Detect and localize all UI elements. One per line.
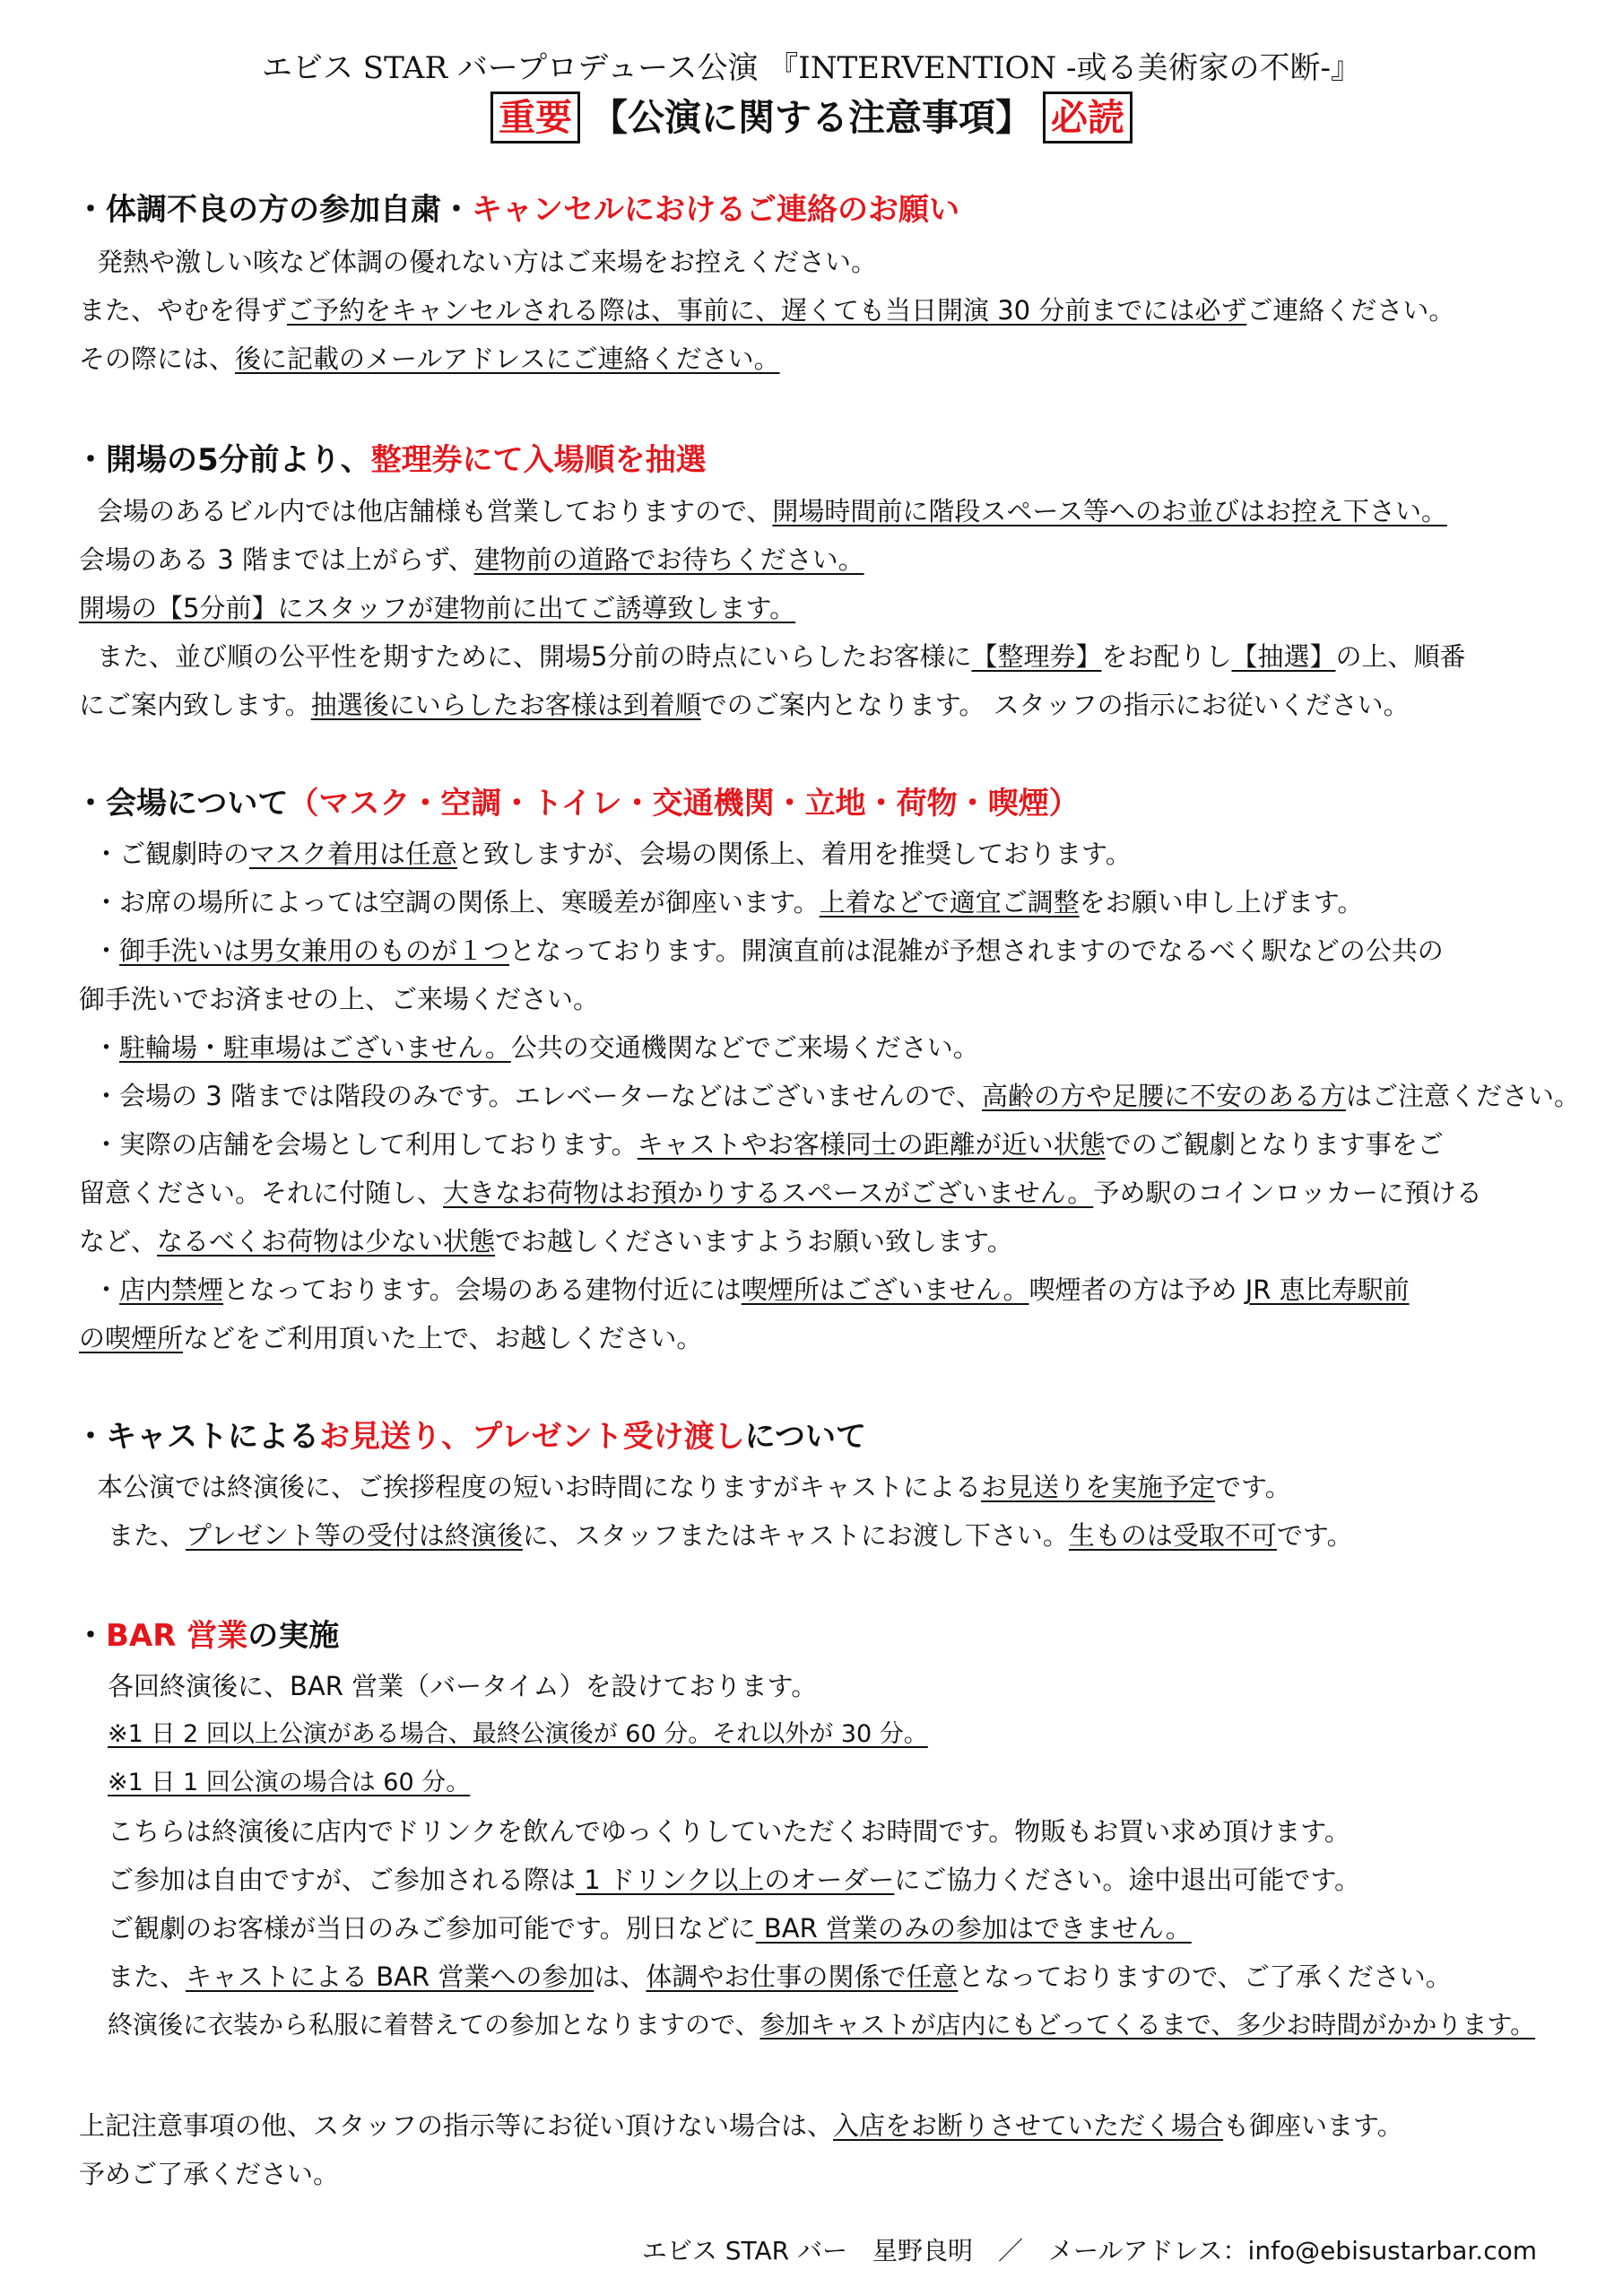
paragraph-line (108, 1518, 1353, 1553)
note-line: ※1 日 2 回以上公演がある場合、最終公演後が 60 分。それ以外が 30 分。 (108, 1720, 928, 1748)
text: です。 (1276, 1520, 1353, 1551)
text: ご観劇のお客様が当日のみご参加可能です。別日などに (108, 1913, 756, 1944)
text: でお越しくださいますようお願い致します。 (495, 1226, 1013, 1257)
text: ・ (93, 935, 120, 966)
underlined-text: JR 恵比寿駅前 (1245, 1274, 1410, 1305)
text: その際には、 (79, 344, 236, 374)
paragraph-line: 開場の【5分前】にスタッフが建物前に出てご誘導致します。 (79, 593, 796, 623)
text: ご連絡ください。 (1246, 295, 1455, 326)
heading-highlight: お見送り、プレゼント受け渡し (319, 1419, 745, 1455)
underlined-text: 【整理券】 (971, 641, 1102, 672)
text: 会場のあるビル内では他店舗様も営業しておりますので、 (97, 496, 773, 526)
underlined-text: 喫煙所はございません。 (741, 1274, 1029, 1305)
text: また、 (108, 1520, 187, 1551)
important-badge: 重要 (490, 91, 580, 144)
underlined-text: なるべくお荷物は少ない状態 (157, 1226, 496, 1257)
section-heading-cancellation (75, 192, 959, 228)
underlined-text: 開場時間前に階段スペース等へのお並びはお控え下さい。 (772, 496, 1447, 526)
text: などをご利用頂いた上で、お越しください。 (183, 1323, 703, 1353)
paragraph-line (79, 341, 780, 377)
underlined-text: 参加キャストが店内にもどってくるまで、多少お時間がかかります。 (759, 2010, 1536, 2039)
underlined-text: 抽選後にいらしたお客様は到着順 (310, 690, 701, 720)
text: また、 (108, 1961, 187, 1992)
text: など、 (79, 1226, 158, 1257)
section-heading-venue (75, 786, 1080, 822)
underlined-text: お見送りを実施予定 (981, 1472, 1216, 1502)
heading-highlight: （マスク・空調・トイレ・交通機関・立地・荷物・喫煙） (288, 786, 1080, 822)
paragraph-line (93, 1030, 979, 1065)
text: 予め駅のコインロッカーに預ける (1093, 1178, 1482, 1208)
underlined-text: 大きなお荷物はお預かりするスペースがございません。 (443, 1178, 1094, 1208)
text: はご注意ください。 (1346, 1081, 1581, 1111)
paragraph-line (108, 1910, 1192, 1946)
text: です。 (1215, 1472, 1291, 1502)
text: 留意ください。それに付随し、 (79, 1178, 444, 1208)
text: となっております。開演直前は混雑が予想されますのでなるべく駅などの公共の (509, 935, 1444, 966)
paragraph-line (79, 687, 1410, 723)
underlined-text: キャストやお客様同士の距離が近い状態 (637, 1129, 1106, 1160)
closing-line (79, 2108, 1403, 2144)
paragraph-line (79, 1175, 1482, 1211)
text: でのご案内となります。 スタッフの指示にお従いください。 (700, 690, 1410, 720)
text: 終演後に衣装から私服に着替えての参加となりますので、 (108, 2010, 760, 2039)
underlined-text: マスク着用は任意 (249, 839, 458, 869)
underlined-text: BAR 営業のみの参加はできません。 (755, 1913, 1192, 1944)
underlined-text: 生ものは受取不可 (1068, 1520, 1277, 1551)
notice-subtitle (0, 88, 1623, 144)
text: また、やむを得ず (79, 295, 288, 326)
paragraph-line (97, 639, 1466, 674)
text: 本公演では終演後に、ご挨拶程度の短いお時間になりますがキャストによる (97, 1472, 982, 1502)
paragraph-line (79, 1223, 1013, 1259)
text: ご参加は自由ですが、ご参加される際は (108, 1865, 577, 1895)
heading-text: の実施 (247, 1618, 340, 1654)
note-line: ※1 日 1 回公演の場合は 60 分。 (108, 1769, 471, 1796)
closing-line: 予めご了承ください。 (79, 2159, 340, 2189)
paragraph-line (97, 1469, 1291, 1505)
heading-text: について (744, 1419, 866, 1455)
paragraph-line: 御手洗いでお済ませの上、ご来場ください。 (79, 984, 600, 1014)
subtitle-text: 【公演に関する注意事項】 (591, 96, 1032, 139)
paragraph-line (108, 2007, 1535, 2043)
text: また、並び順の公平性を期すために、開場5分前の時点にいらしたお客様に (97, 641, 972, 672)
paragraph-line (79, 542, 864, 578)
heading-text: ・体調不良の方の参加自粛・ (75, 192, 472, 228)
paragraph-line (93, 933, 1444, 969)
text: にご協力ください。途中退出可能です。 (894, 1865, 1361, 1895)
paragraph-line (79, 1320, 702, 1356)
underlined-text: 上着などで適宜ご調整 (819, 887, 1080, 918)
heading-highlight: 整理券にて入場順を抽選 (370, 442, 707, 478)
underlined-text: ご予約をキャンセルされる際は、事前に、遅くても当日開演 30 分前までには必ず (287, 295, 1247, 326)
text: ・会場の 3 階までは階段のみです。エレベーターなどはございませんので、 (93, 1081, 982, 1111)
underlined-text: の喫煙所 (79, 1323, 184, 1353)
text: をお配りし (1101, 641, 1232, 672)
text: と致しますが、会場の関係上、着用を推奨しております。 (457, 839, 1132, 869)
text: ・ご観劇時の (93, 839, 250, 869)
text: も御座います。 (1223, 2110, 1403, 2141)
text: の上、順番 (1335, 641, 1466, 672)
text: に、スタッフまたはキャストにお渡し下さい。 (522, 1520, 1069, 1551)
text: ・実際の店舗を会場として利用しております。 (93, 1129, 638, 1160)
heading-text: ・ (75, 1618, 106, 1654)
paragraph-line: こちらは終演後に店内でドリンクを飲んでゆっくりしていただくお時間です。物販もお買い求め頂けます。 (108, 1816, 1350, 1847)
paragraph-line: 各回終演後に、BAR 営業（バータイム）を設けております。 (108, 1671, 818, 1701)
paragraph-line (93, 1272, 1410, 1308)
paragraph-line (97, 493, 1447, 529)
text: ・ (93, 1032, 120, 1063)
paragraph-line (79, 292, 1454, 328)
must-read-badge: 必読 (1043, 91, 1133, 144)
underlined-text: 後に記載のメールアドレスにご連絡ください。 (235, 344, 780, 374)
text: ・ (93, 1274, 120, 1305)
text: は、 (594, 1961, 647, 1992)
paragraph-line (93, 884, 1363, 920)
underlined-text: 体調やお仕事の関係で任意 (646, 1961, 959, 1992)
heading-highlight: BAR 営業 (106, 1618, 248, 1654)
paragraph-line (108, 1959, 1452, 1995)
underlined-text: プレゼント等の受付は終演後 (186, 1520, 523, 1551)
text: 公共の交通機関などでご来場ください。 (510, 1032, 979, 1063)
section-heading-cast-sendoff (75, 1419, 866, 1455)
text: 喫煙者の方は予め (1028, 1274, 1245, 1305)
underlined-text: 【抽選】 (1231, 641, 1336, 672)
underlined-text: 1 ドリンク以上のオーダー (576, 1865, 895, 1895)
text: となっておりますので、ご了承ください。 (958, 1961, 1452, 1992)
text: にご案内致します。 (79, 690, 311, 720)
text: でのご観劇となります事をご (1105, 1129, 1444, 1160)
section-heading-entry-lottery (75, 442, 707, 478)
contact-footer: エビス STAR バー 星野良明 ／ メールアドレス：info@ebisustarbar.com (641, 2236, 1537, 2266)
underlined-text: 入店をお断りさせていただく場合 (833, 2110, 1224, 2141)
heading-text: ・会場について (75, 786, 289, 822)
paragraph-line (93, 836, 1132, 872)
text: ・お席の場所によっては空調の関係上、寒暖差が御座います。 (93, 887, 820, 918)
heading-highlight: キャンセルにおけるご連絡のお願い (472, 192, 959, 228)
underlined-text: 高齢の方や足腰に不安のある方 (982, 1081, 1347, 1111)
paragraph-line (93, 1078, 1580, 1114)
text: をお願い申し上げます。 (1079, 887, 1364, 918)
text: 上記注意事項の他、スタッフの指示等にお従い頂けない場合は、 (79, 2110, 834, 2141)
paragraph-line (108, 1862, 1360, 1898)
underlined-text: 店内禁煙 (119, 1274, 224, 1305)
heading-text: ・開場の5分前より、 (75, 442, 371, 478)
heading-text: ・キャストによる (75, 1419, 319, 1455)
underlined-text: キャストによる BAR 営業への参加 (186, 1961, 595, 1992)
paragraph-line (93, 1126, 1444, 1162)
text: 会場のある 3 階までは上がらず、 (79, 544, 474, 575)
underlined-text: 御手洗いは男女兼用のものが１つ (119, 935, 510, 966)
underlined-text: 駐輪場・駐車場はございません。 (119, 1032, 511, 1063)
document-title: エビス STAR バープロデュース公演 『INTERVENTION -或る美術家の不断-』 (262, 50, 1361, 86)
section-heading-bar (75, 1618, 339, 1654)
underlined-text: 建物前の道路でお待ちください。 (473, 544, 864, 575)
text: となっております。会場のある建物付近には (223, 1274, 742, 1305)
paragraph-line: 発熱や激しい咳など体調の優れない方はご来場をお控えください。 (97, 247, 878, 277)
